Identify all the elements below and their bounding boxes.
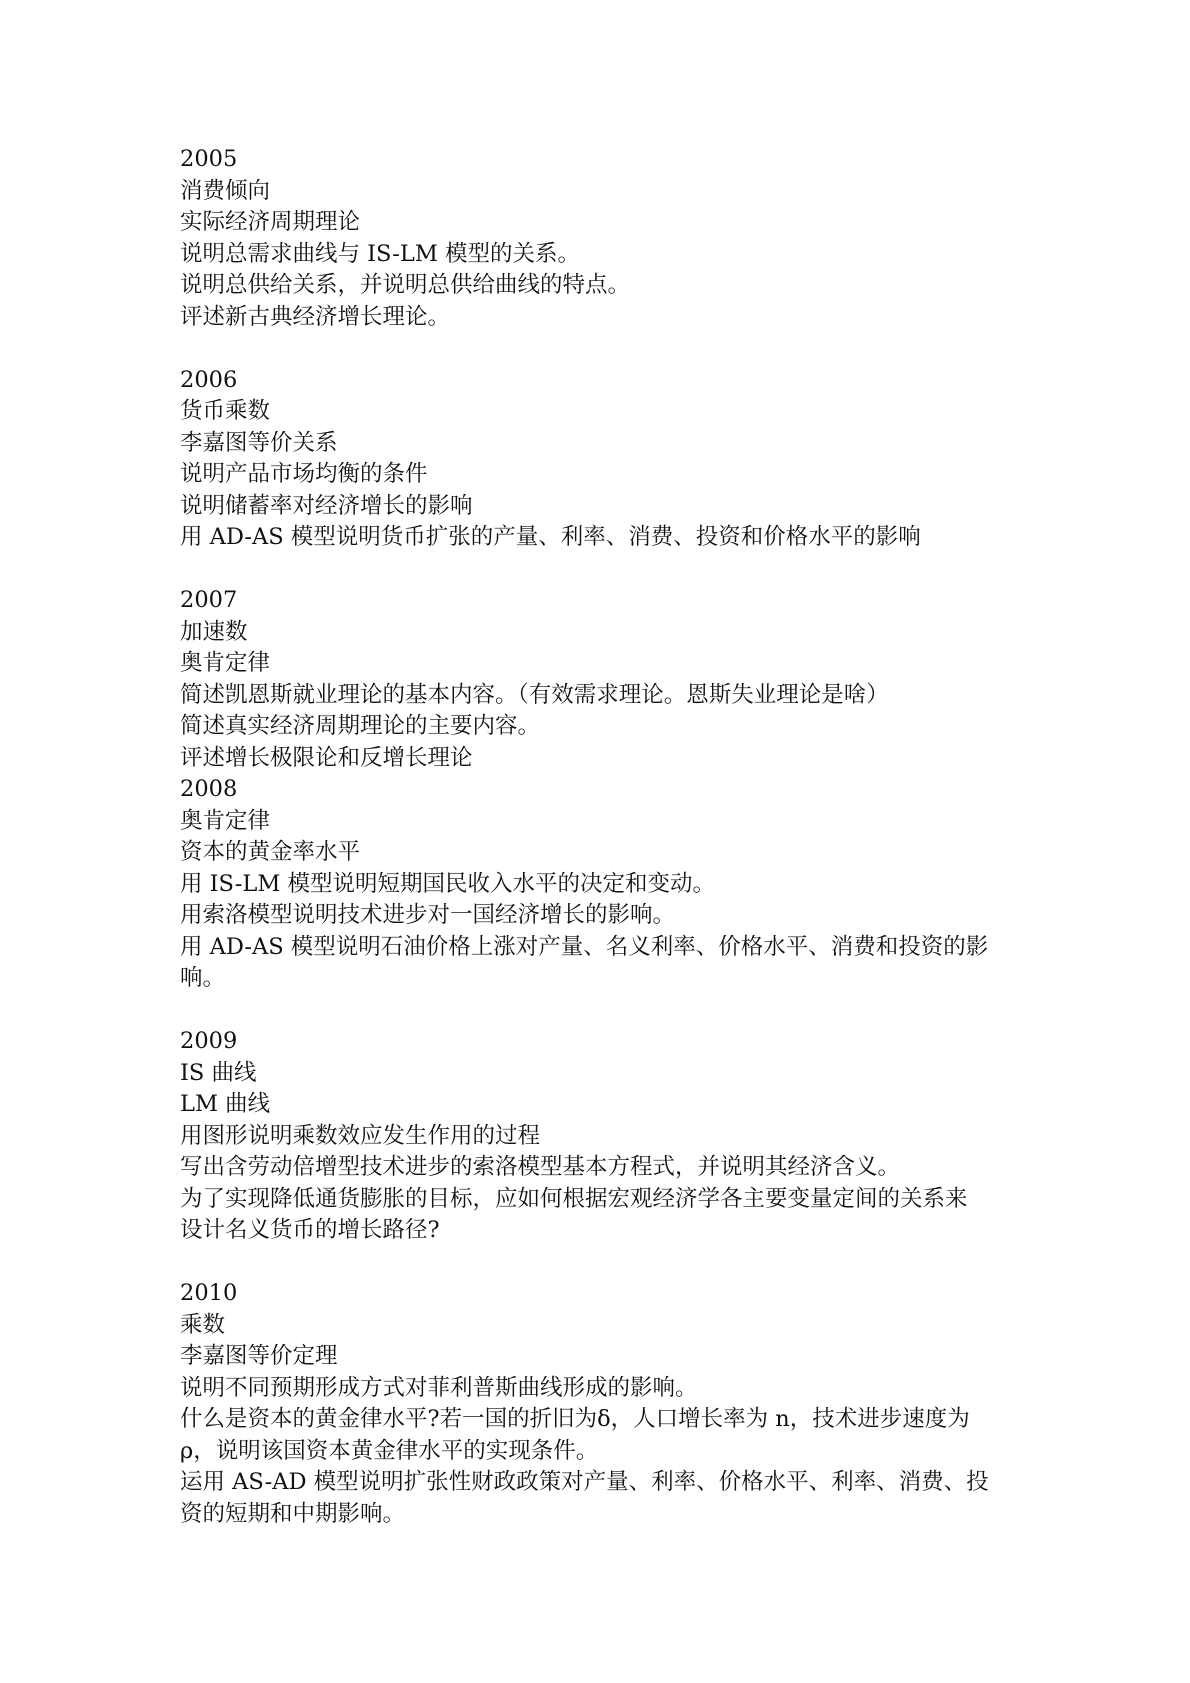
question-item: 用索洛模型说明技术进步对一国经济增长的影响。 — [180, 902, 676, 928]
question-item: 评述增长极限论和反增长理论 — [180, 744, 473, 771]
document-page — [180, 144, 1030, 1530]
question-item: 奥肯定律 — [180, 807, 271, 834]
question-item: 响。 — [180, 965, 226, 991]
question-item: 奥肯定律 — [180, 650, 271, 676]
year-section-2007 — [180, 585, 1030, 774]
question-item: 李嘉图等价定理 — [180, 1343, 338, 1369]
question-item: 什么是资本的黄金律水平?若一国的折旧为δ，人口增长率为 n，技术进步速度为 — [180, 1406, 970, 1432]
year-section-2010 — [180, 1278, 1030, 1530]
year-section-2005 — [180, 144, 1030, 333]
year-heading: 2008 — [180, 776, 238, 802]
year-heading: 2009 — [180, 1028, 238, 1054]
question-item: 用 IS-LM 模型说明短期国民收入水平的决定和变动。 — [180, 870, 716, 897]
question-item: IS 曲线 — [180, 1059, 257, 1086]
blank-line — [180, 554, 1030, 586]
year-section-2009 — [180, 1026, 1030, 1247]
question-item: 说明总需求曲线与 IS-LM 模型的关系。 — [180, 240, 581, 267]
question-item: 李嘉图等价关系 — [180, 429, 338, 456]
question-item: 运用 AS-AD 模型说明扩张性财政政策对产量、利率、价格水平、利率、消费、投 — [180, 1469, 989, 1495]
question-item: 实际经济周期理论 — [180, 209, 361, 235]
question-item: 加速数 — [180, 618, 248, 645]
question-item: 资本的黄金率水平 — [180, 839, 361, 865]
blank-line — [180, 333, 1030, 365]
question-item: 设计名义货币的增长路径? — [180, 1217, 440, 1243]
question-item: 用图形说明乘数效应发生作用的过程 — [180, 1122, 541, 1149]
year-heading: 2006 — [180, 366, 238, 393]
question-item: 说明产品市场均衡的条件 — [180, 461, 428, 487]
question-item: 乘数 — [180, 1311, 226, 1338]
year-heading: 2005 — [180, 146, 238, 172]
question-item: 消费倾向 — [180, 177, 271, 204]
year-section-2008 — [180, 774, 1030, 995]
question-item: 简述凯恩斯就业理论的基本内容。（有效需求理论。恩斯失业理论是啥） — [180, 681, 889, 708]
question-item: ρ，说明该国资本黄金律水平的实现条件。 — [180, 1437, 599, 1464]
question-item: 资的短期和中期影响。 — [180, 1500, 406, 1527]
year-heading: 2010 — [180, 1280, 238, 1306]
year-heading: 2007 — [180, 587, 238, 613]
question-item: 用 AD-AS 模型说明货币扩张的产量、利率、消费、投资和价格水平的影响 — [180, 524, 921, 550]
blank-line — [180, 995, 1030, 1027]
year-section-2006 — [180, 365, 1030, 554]
question-item: 说明不同预期形成方式对菲利普斯曲线形成的影响。 — [180, 1374, 698, 1401]
question-item: 简述真实经济周期理论的主要内容。 — [180, 713, 541, 739]
question-item: 货币乘数 — [180, 398, 271, 424]
question-item: 说明总供给关系，并说明总供给曲线的特点。 — [180, 272, 631, 298]
question-item: LM 曲线 — [180, 1091, 271, 1117]
question-item: 评述新古典经济增长理论。 — [180, 303, 451, 330]
question-item: 写出含劳动倍增型技术进步的索洛模型基本方程式，并说明其经济含义。 — [180, 1154, 901, 1180]
question-item: 用 AD-AS 模型说明石油价格上涨对产量、名义利率、价格水平、消费和投资的影 — [180, 933, 989, 960]
blank-line — [180, 1247, 1030, 1279]
question-item: 说明储蓄率对经济增长的影响 — [180, 492, 473, 519]
question-item: 为了实现降低通货膨胀的目标，应如何根据宏观经济学各主要变量定间的关系来 — [180, 1185, 968, 1212]
